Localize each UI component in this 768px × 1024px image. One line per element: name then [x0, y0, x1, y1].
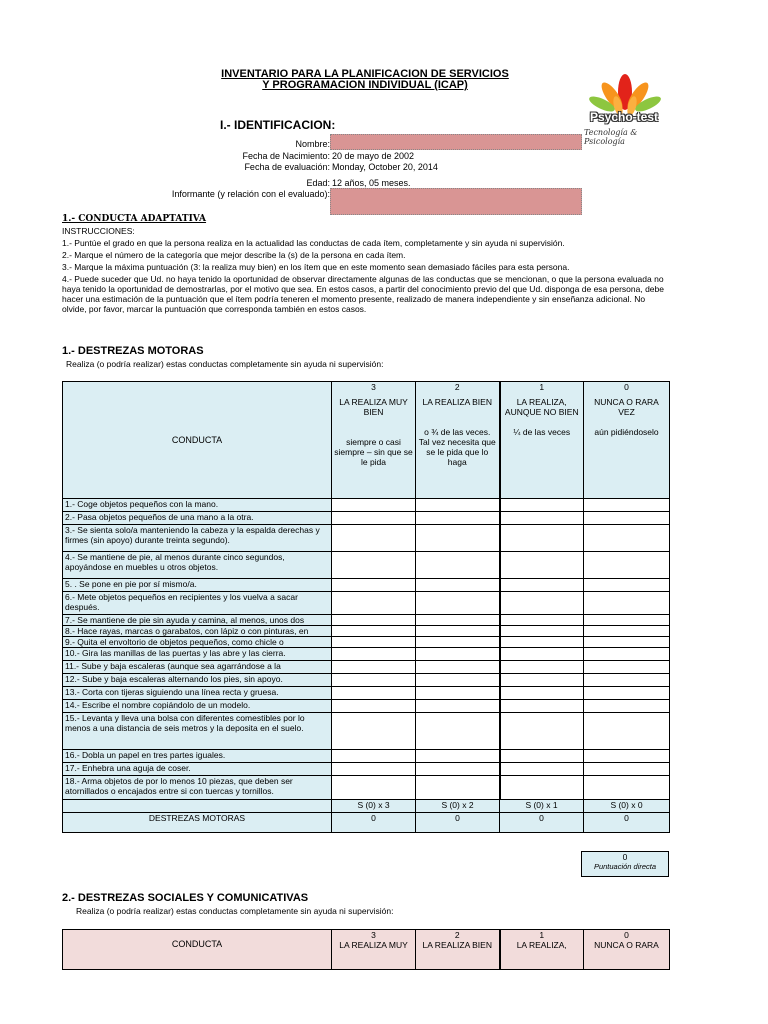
score-cell[interactable] [500, 525, 584, 552]
score-cell[interactable] [332, 512, 416, 525]
score-cell[interactable] [500, 763, 584, 776]
score-cell[interactable] [584, 525, 670, 552]
table-row [63, 615, 670, 626]
item-label: 17.- Enhebra una aguja de coser. [63, 763, 332, 776]
instruccion-4: 4.- Puede suceder que Ud. no haya tenido la oportunidad de observar directamente algunas de las conductas que se mencionan, o que la persona evaluada no haya tenido la oportunidad de demostrarlas, por el motivo que sea. En estos casos, a partir del conocimiento previo del que Ud. disponga de esa persona, debe hacer una estimación de la puntuación que el ítem podría teneren el momento presente, realizado de manera independiente y sin enseñanza adicional. No olvide, por favor, marcar la puntuación que corresponda también en estos casos. [62, 274, 664, 314]
score-cell[interactable] [500, 700, 584, 713]
score-cell[interactable] [332, 661, 416, 674]
score-cell[interactable] [416, 499, 500, 512]
social-col-1-header: 1 LA REALIZA, [500, 930, 584, 970]
score-cell[interactable] [584, 713, 670, 750]
sum-label-3: S (0) x 3 [332, 800, 416, 813]
score-cell[interactable] [332, 615, 416, 626]
fecha-nacimiento-value: 20 de mayo de 2002 [332, 151, 415, 161]
score-cell[interactable] [584, 661, 670, 674]
item-label: 13.- Corta con tijeras siguiendo una línea recta y gruesa. [63, 687, 332, 700]
destrezas-motoras-table [62, 381, 670, 833]
score-cell[interactable] [332, 626, 416, 637]
item-label: 3.- Se sienta solo/a manteniendo la cabeza y la espalda derechas y firmes (sin apoyo) durante treinta segundo). [63, 525, 332, 552]
score-cell[interactable] [500, 615, 584, 626]
score-cell[interactable] [416, 579, 500, 592]
score-cell[interactable] [500, 750, 584, 763]
conducta-adaptativa-heading: 1.- CONDUCTA ADAPTATIVA [62, 214, 207, 224]
score-cell[interactable] [500, 648, 584, 661]
score-cell[interactable] [584, 512, 670, 525]
score-cell[interactable] [500, 552, 584, 579]
nombre-label: Nombre: [295, 139, 330, 149]
instrucciones-label: INSTRUCCIONES: [62, 226, 135, 236]
item-label: 9.- Quita el envoltorio de objetos pequeños, como chicle o [63, 637, 332, 648]
score-cell[interactable] [416, 525, 500, 552]
total-2: 0 [416, 813, 500, 833]
score-cell[interactable] [332, 499, 416, 512]
table-row [63, 713, 670, 750]
score-cell[interactable] [500, 674, 584, 687]
score-cell[interactable] [500, 687, 584, 700]
score-cell[interactable] [500, 499, 584, 512]
col-3-header: 3 LA REALIZA MUY BIEN siempre o casi siempre – sin que se le pida [332, 382, 416, 499]
score-cell[interactable] [584, 499, 670, 512]
score-cell[interactable] [584, 552, 670, 579]
score-cell[interactable] [416, 674, 500, 687]
puntuacion-directa-box [581, 851, 669, 877]
psycho-test-logo [582, 66, 668, 146]
score-cell[interactable] [332, 776, 416, 800]
table-row [63, 674, 670, 687]
document-title-line2: Y PROGRAMACION INDIVIDUAL (ICAP) [262, 79, 468, 91]
puntuacion-directa-value: 0 [622, 852, 628, 862]
table-row [63, 579, 670, 592]
informante-label: Informante (y relación con el evaluado): [171, 189, 330, 199]
score-cell[interactable] [500, 579, 584, 592]
score-cell[interactable] [500, 713, 584, 750]
score-cell[interactable] [584, 776, 670, 800]
social-conducta-header: CONDUCTA [63, 930, 332, 970]
item-label: 18.- Arma objetos de por lo menos 10 piezas, que deben ser atornillados o encajados entre si con tuercas y tornillos. [63, 776, 332, 800]
edad-label: Edad: [306, 178, 330, 188]
fecha-evaluacion-label: Fecha de evaluación: [244, 162, 330, 172]
score-cell[interactable] [416, 512, 500, 525]
table-row [63, 700, 670, 713]
item-label: 1.- Coge objetos pequeños con la mano. [63, 499, 332, 512]
score-cell[interactable] [584, 763, 670, 776]
score-cell[interactable] [584, 637, 670, 648]
score-cell[interactable] [332, 552, 416, 579]
table-row [63, 750, 670, 763]
score-cell[interactable] [332, 592, 416, 615]
table-row [63, 512, 670, 525]
score-cell[interactable] [500, 512, 584, 525]
table-row [63, 648, 670, 661]
total-3: 0 [332, 813, 416, 833]
logo-subtitle: Tecnología & Psicología [584, 128, 638, 146]
score-cell[interactable] [500, 592, 584, 615]
item-label: 16.- Dobla un papel en tres partes iguales. [63, 750, 332, 763]
edad-value: 12 años, 05 meses. [332, 178, 411, 188]
sum-spacer [63, 800, 332, 813]
col-2-header: 2 LA REALIZA BIEN o ¾ de las veces. Tal vez necesita que se le pida que lo haga [416, 382, 500, 499]
item-label: 14.- Escribe el nombre copiándolo de un modelo. [63, 700, 332, 713]
score-cell[interactable] [500, 661, 584, 674]
fecha-nacimiento-label: Fecha de Nacimiento: [242, 151, 330, 161]
puntuacion-directa-label: Puntuación directa [593, 862, 657, 871]
sum-label-2: S (0) x 2 [416, 800, 500, 813]
score-cell[interactable] [332, 687, 416, 700]
score-cell[interactable] [416, 552, 500, 579]
total-label: DESTREZAS MOTORAS [63, 813, 332, 833]
total-0: 0 [584, 813, 670, 833]
col-0-header: 0 NUNCA O RARA VEZ aún pidiéndoselo [584, 382, 670, 499]
social-col-3-header: 3 LA REALIZA MUY [332, 930, 416, 970]
score-cell[interactable] [584, 687, 670, 700]
score-cell[interactable] [332, 648, 416, 661]
score-cell[interactable] [332, 525, 416, 552]
score-cell[interactable] [584, 579, 670, 592]
table-row [63, 776, 670, 800]
destrezas-motoras-heading: 1.- DESTREZAS MOTORAS [62, 345, 204, 357]
score-cell[interactable] [584, 626, 670, 637]
table-row [63, 687, 670, 700]
instruccion-3: 3.- Marque la máxima puntuación (3: la realiza muy bien) en los ítem que en este momento sean demasiado fáciles para esta persona. [62, 262, 570, 272]
score-cell[interactable] [584, 700, 670, 713]
item-label: 8.- Hace rayas, marcas o garabatos, con lápiz o con pinturas, en [63, 626, 332, 637]
item-label: 15.- Levanta y lleva una bolsa con diferentes comestibles por lo menos a una distancia de seis metros y la deposita en el suelo. [63, 713, 332, 750]
item-label: 11.- Sube y baja escaleras (aunque sea agarrándose a la [63, 661, 332, 674]
item-label: 2.- Pasa objetos pequeños de una mano a la otra. [63, 512, 332, 525]
table-row [63, 626, 670, 637]
score-cell[interactable] [416, 700, 500, 713]
fecha-evaluacion-value: Monday, October 20, 2014 [332, 162, 438, 172]
item-label: 12.- Sube y baja escaleras alternando los pies, sin apoyo. [63, 674, 332, 687]
sum-label-0: S (0) x 0 [584, 800, 670, 813]
score-cell[interactable] [584, 592, 670, 615]
table-row [63, 552, 670, 579]
table-row [63, 661, 670, 674]
score-cell[interactable] [416, 776, 500, 800]
sum-label-1: S (0) x 1 [500, 800, 584, 813]
social-col-2-header: 2 LA REALIZA BIEN [416, 930, 500, 970]
score-cell[interactable] [416, 626, 500, 637]
identificacion-heading: I.- IDENTIFICACION: [220, 118, 336, 132]
item-label: 10.- Gira las manillas de las puertas y las abre y las cierra. [63, 648, 332, 661]
item-label: 5. . Se pone en pie por sí mismo/a. [63, 579, 332, 592]
destrezas-sociales-heading: 2.- DESTREZAS SOCIALES Y COMUNICATIVAS [62, 892, 309, 904]
item-label: 4.- Se mantiene de pie, al menos durante cinco segundos, apoyándose en muebles u otros objetos. [63, 552, 332, 579]
score-cell[interactable] [332, 579, 416, 592]
score-cell[interactable] [584, 648, 670, 661]
document-title-line1: INVENTARIO PARA LA PLANIFICACION DE SERVICIOS [221, 68, 509, 80]
instruccion-2: 2.- Marque el número de la categoría que mejor describe la (s) de la persona en cada ítem. [62, 250, 406, 260]
item-label: 7.- Se mantiene de pie sin ayuda y camina, al menos, unos dos [63, 615, 332, 626]
score-cell[interactable] [416, 750, 500, 763]
score-cell[interactable] [416, 661, 500, 674]
informante-field[interactable] [330, 188, 582, 215]
destrezas-sociales-subtitle: Realiza (o podría realizar) estas conductas completamente sin ayuda ni supervisión: [76, 906, 394, 916]
score-cell[interactable] [332, 750, 416, 763]
score-cell[interactable] [332, 674, 416, 687]
logo-name: Psycho-test [590, 110, 659, 124]
col-1-header: 1 LA REALIZA, AUNQUE NO BIEN ¼ de las veces [500, 382, 584, 499]
nombre-field[interactable] [330, 134, 582, 150]
table-row [63, 592, 670, 615]
score-cell[interactable] [416, 615, 500, 626]
social-col-0-header: 0 NUNCA O RARA [584, 930, 670, 970]
instruccion-1: 1.- Puntúe el grado en que la persona realiza en la actualidad las conductas de cada ítem, completamente y sin ayuda ni supervisión. [62, 238, 565, 248]
score-cell[interactable] [416, 687, 500, 700]
score-cell[interactable] [332, 763, 416, 776]
score-cell[interactable] [500, 637, 584, 648]
score-cell[interactable] [500, 626, 584, 637]
score-cell[interactable] [332, 713, 416, 750]
score-cell[interactable] [332, 637, 416, 648]
destrezas-sociales-table [62, 929, 670, 970]
total-1: 0 [500, 813, 584, 833]
score-cell[interactable] [332, 700, 416, 713]
score-cell[interactable] [416, 648, 500, 661]
score-cell[interactable] [416, 592, 500, 615]
score-cell[interactable] [584, 615, 670, 626]
item-label: 6.- Mete objetos pequeños en recipientes y los vuelva a sacar después. [63, 592, 332, 615]
score-cell[interactable] [584, 674, 670, 687]
table-row [63, 499, 670, 512]
conducta-header: CONDUCTA [63, 382, 332, 499]
table-row [63, 763, 670, 776]
score-cell[interactable] [416, 637, 500, 648]
table-row [63, 525, 670, 552]
score-cell[interactable] [500, 776, 584, 800]
score-cell[interactable] [416, 763, 500, 776]
motor-items-body [63, 499, 670, 800]
table-row [63, 637, 670, 648]
score-cell[interactable] [416, 713, 500, 750]
destrezas-motoras-subtitle: Realiza (o podría realizar) estas conductas completamente sin ayuda ni supervisión: [66, 359, 384, 369]
score-cell[interactable] [584, 750, 670, 763]
